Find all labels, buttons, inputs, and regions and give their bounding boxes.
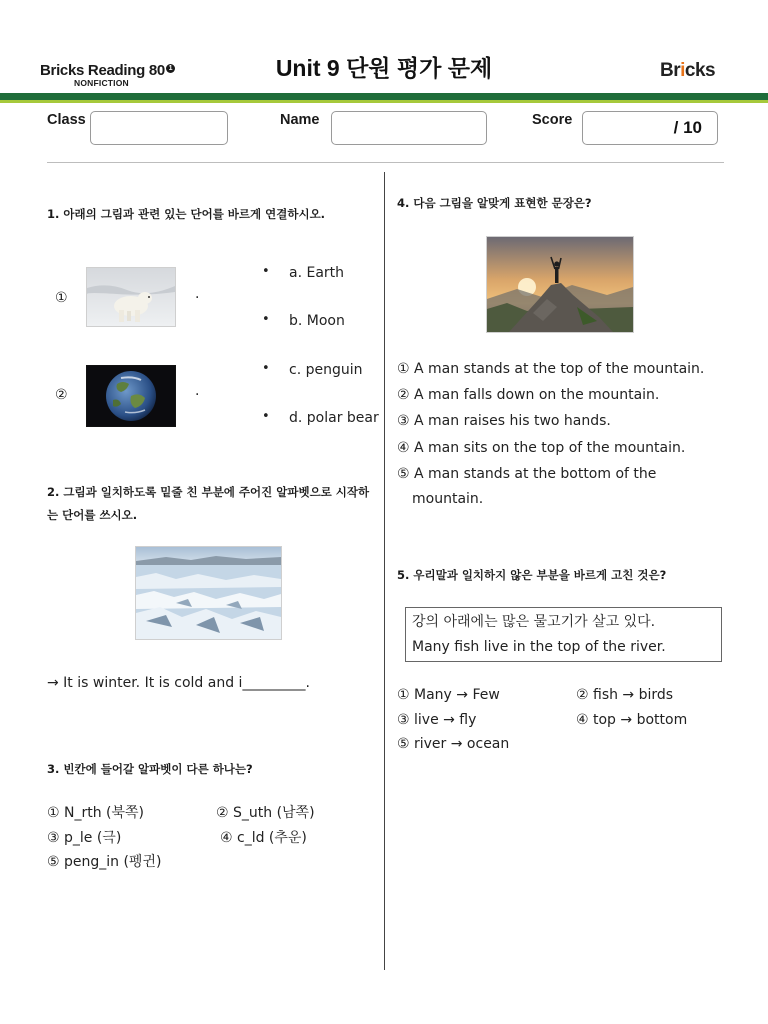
class-field[interactable]	[90, 111, 228, 145]
column-divider	[384, 172, 385, 970]
frozen-sea-image	[135, 546, 282, 640]
q5-option-1[interactable]: ① Many → Few	[397, 687, 500, 703]
question-4: 4. 다음 그림을 알맞게 표현한 문장은?	[397, 196, 592, 210]
question-2: 2. 그림과 일치하도록 밑줄 친 부분에 주어진 알파벳으로 시작하는 단어를 쓰시오.	[47, 485, 370, 522]
q1-option-bullet-d[interactable]: •	[262, 409, 270, 424]
q4-option-3[interactable]: ③ A man raises his two hands.	[397, 413, 611, 429]
q1-marker-1: ①	[55, 290, 68, 306]
page-title: Unit 9 단원 평가 문제	[275, 55, 493, 81]
q4-option-4[interactable]: ④ A man sits on the top of the mountain.	[397, 440, 686, 456]
q1-connect-dot-1[interactable]: .	[195, 286, 200, 302]
header-bar-green	[0, 93, 768, 100]
q4-option-1[interactable]: ① A man stands at the top of the mountain.	[397, 361, 705, 377]
q1-option-c: c. penguin	[289, 362, 363, 378]
q4-option-5[interactable]: ⑤ A man stands at the bottom of the	[397, 466, 657, 482]
volume-badge: 1	[166, 64, 175, 73]
name-field[interactable]	[331, 111, 487, 145]
q1-marker-2: ②	[55, 387, 68, 403]
q1-option-bullet-a[interactable]: •	[262, 264, 270, 279]
q1-option-d: d. polar bear	[289, 410, 379, 426]
mountain-man-image	[486, 236, 634, 333]
header-bar-lime	[0, 100, 768, 103]
q4-option-5-continued: mountain.	[412, 491, 484, 507]
q1-option-a: a. Earth	[289, 265, 345, 281]
q1-option-b: b. Moon	[289, 313, 345, 329]
q5-option-4[interactable]: ④ top → bottom	[576, 712, 688, 728]
score-total: / 10	[673, 118, 702, 137]
brand-name: Bricks Reading 80 1	[40, 62, 175, 79]
class-label: Class	[47, 112, 86, 128]
q5-option-2[interactable]: ② fish → birds	[576, 687, 674, 703]
q4-option-2[interactable]: ② A man falls down on the mountain.	[397, 387, 660, 403]
question-5: 5. 우리말과 일치하지 않은 부분을 바르게 고친 것은?	[397, 568, 667, 582]
score-field[interactable]	[582, 111, 718, 145]
q5-option-3[interactable]: ③ live → fly	[397, 712, 477, 728]
q1-option-bullet-b[interactable]: •	[262, 312, 270, 327]
q5-english-sentence: Many fish live in the top of the river.	[412, 639, 666, 655]
earth-image	[86, 365, 176, 427]
section-divider	[47, 162, 724, 163]
q1-option-bullet-c[interactable]: •	[262, 361, 270, 376]
q3-option-3[interactable]: ③ p_le (극)	[47, 830, 122, 846]
name-label: Name	[280, 112, 320, 128]
q3-option-1[interactable]: ① N_rth (북쪽)	[47, 805, 145, 821]
bricks-logo: Bricks	[660, 60, 716, 81]
q3-option-2[interactable]: ② S_uth (남쪽)	[216, 805, 315, 821]
score-label: Score	[532, 112, 573, 128]
q3-option-5[interactable]: ⑤ peng_in (펭귄)	[47, 854, 162, 870]
q5-korean-sentence: 강의 아래에는 많은 물고기가 살고 있다.	[412, 614, 656, 630]
question-3: 3. 빈칸에 들어갈 알파벳이 다른 하나는?	[47, 762, 253, 776]
q5-text-box	[405, 607, 722, 662]
q5-option-5[interactable]: ⑤ river → ocean	[397, 736, 510, 752]
polar-bear-image	[86, 267, 176, 327]
q2-sentence: → It is winter. It is cold and i_________.	[47, 675, 310, 691]
q3-option-4[interactable]: ④ c_ld (추운)	[220, 830, 307, 846]
q1-connect-dot-2[interactable]: .	[195, 383, 200, 399]
brand-subtitle: NONFICTION	[74, 78, 129, 88]
question-1: 1. 아래의 그림과 관련 있는 단어를 바르게 연결하시오.	[47, 207, 326, 221]
